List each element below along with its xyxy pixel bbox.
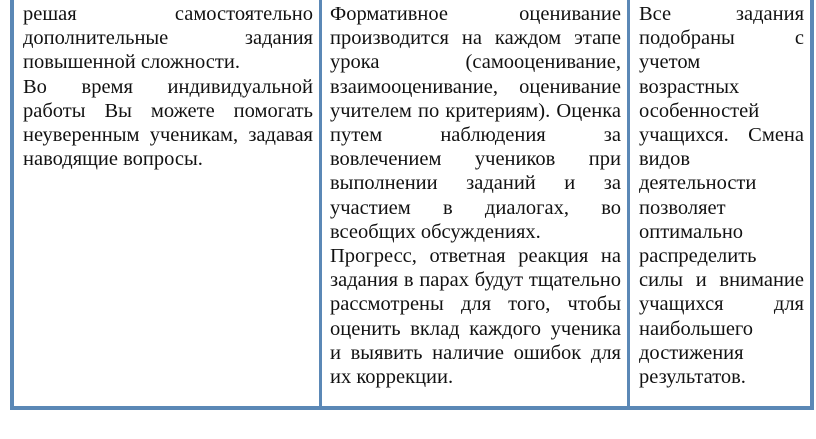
table-cell-health-safety xyxy=(630,0,810,406)
cell-paragraph: решая самостоятельно дополнительные задания повышенной сложности. xyxy=(23,3,313,74)
cell-paragraph: Во время индивидуальной работы Вы можете помогать неуверенным ученикам, задавая наводящие вопросы. xyxy=(23,75,313,171)
cell-paragraph: Прогресс, ответная реакция на задания в парах будут тщательно рассмотрены для того, чтобы оценить вклад каждого ученика и выявить наличие ошибок для их коррекции. xyxy=(330,245,621,389)
cell-paragraph: Все задания подобраны с учетом возрастных особенностей учащихся. Смена видов деятельности позволяет оптимально распределить силы и внимание учащихся для наибольшего достижения результатов. xyxy=(639,3,804,389)
table-cell-differentiation xyxy=(14,0,322,406)
table-cell-assessment xyxy=(322,0,630,406)
cell-paragraph: Формативное оценивание производится на каждом этапе урока (самооценивание, взаимооценивание, оценивание учителем по критериям). Оценка путем наблюдения за вовлечением учеников при выполнении заданий и за участием в диалогах, во всеобщих обсуждениях. xyxy=(330,3,621,243)
lesson-plan-table xyxy=(10,0,814,410)
